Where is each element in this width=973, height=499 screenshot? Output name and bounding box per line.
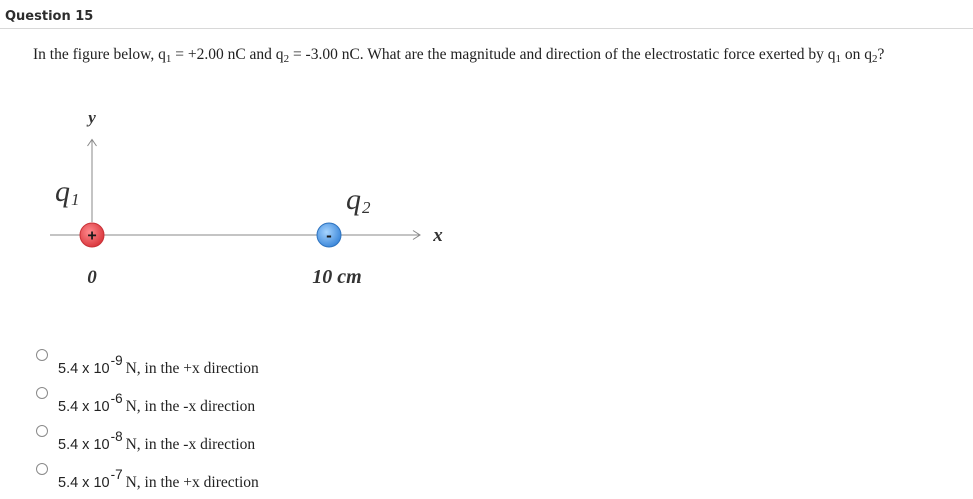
radio-button[interactable] bbox=[36, 349, 48, 361]
answer-text: 5.4 x 10-7 N, in the +x direction bbox=[58, 467, 259, 491]
question-text-part5: ? bbox=[877, 46, 885, 63]
q1-subscript-b: 1 bbox=[835, 53, 842, 65]
q2-subscript: 2 bbox=[283, 53, 290, 65]
answer-text: 5.4 x 10-9 N, in the +x direction bbox=[58, 353, 259, 377]
answer-option-4[interactable] bbox=[36, 463, 296, 493]
q2-position-label: 10 cm bbox=[312, 266, 362, 288]
radio-button[interactable] bbox=[36, 463, 48, 475]
question-text-part3: = -3.00 nC. What are the magnitude and direction of the electrostatic force exerted by q bbox=[289, 46, 836, 63]
question-title: Question 15 bbox=[5, 9, 94, 24]
answer-option-2[interactable] bbox=[36, 387, 296, 417]
q2-subscript-b: 2 bbox=[872, 53, 878, 65]
answer-option-3[interactable] bbox=[36, 425, 296, 455]
q1-position-label: 0 bbox=[87, 267, 97, 288]
question-text-part4: on q bbox=[841, 46, 873, 63]
radio-button[interactable] bbox=[36, 425, 48, 437]
answer-text: 5.4 x 10-6 N, in the -x direction bbox=[58, 391, 256, 415]
radio-button[interactable] bbox=[36, 387, 48, 399]
answer-text: 5.4 x 10-8 N, in the -x direction bbox=[58, 429, 256, 453]
question-text-part1: In the figure below, q bbox=[33, 46, 166, 63]
x-axis-label: x bbox=[433, 225, 443, 246]
y-axis-label: y bbox=[88, 108, 96, 127]
q1-label: q1 bbox=[55, 175, 80, 209]
q1-sign: + bbox=[87, 227, 97, 245]
q1-subscript: 1 bbox=[165, 53, 172, 65]
answer-option-1[interactable] bbox=[36, 349, 296, 379]
q2-sign: - bbox=[326, 226, 332, 245]
question-text-part2: = +2.00 nC and q bbox=[171, 46, 284, 63]
q2-label: q2 bbox=[346, 183, 371, 217]
